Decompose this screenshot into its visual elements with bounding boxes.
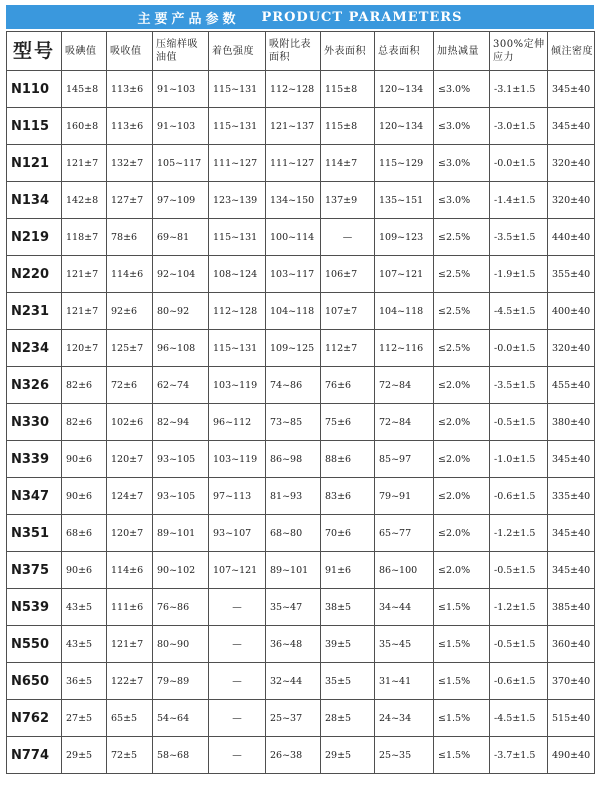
title-chinese: 主要产品参数	[137, 11, 240, 27]
iodine-absorption-cell: 118±7	[62, 219, 107, 256]
iodine-absorption-cell: 90±6	[62, 478, 107, 515]
table-row	[7, 219, 595, 256]
modulus-300-cell: -3.5±1.5	[490, 367, 548, 404]
compressed-dbp-cell: 79~89	[153, 663, 209, 700]
heating-loss-cell: ≤3.0%	[434, 145, 490, 182]
tint-strength-cell: 115~131	[209, 219, 266, 256]
external-surface-area-cell: 106±7	[321, 256, 375, 293]
table-row	[7, 478, 595, 515]
pour-density-cell: 345±40	[548, 108, 595, 145]
compressed-dbp-cell: 91~103	[153, 108, 209, 145]
external-surface-area-cell: 91±6	[321, 552, 375, 589]
dbp-absorption-cell: 127±7	[107, 182, 153, 219]
heating-loss-cell: ≤3.0%	[434, 108, 490, 145]
header-external-surface-area: 外表面积	[321, 32, 375, 71]
table-row	[7, 441, 595, 478]
external-surface-area-cell: —	[321, 219, 375, 256]
model-cell: N550	[7, 626, 62, 663]
tint-strength-cell: 115~131	[209, 330, 266, 367]
model-cell: N326	[7, 367, 62, 404]
header-pour-density: 倾注密度	[548, 32, 595, 71]
compressed-dbp-cell: 97~109	[153, 182, 209, 219]
nitrogen-surface-area-cell: 36~48	[266, 626, 321, 663]
external-surface-area-cell: 112±7	[321, 330, 375, 367]
modulus-300-cell: -0.0±1.5	[490, 330, 548, 367]
total-surface-area-cell: 86~100	[375, 552, 434, 589]
table-row	[7, 663, 595, 700]
pour-density-cell: 360±40	[548, 626, 595, 663]
dbp-absorption-cell: 65±5	[107, 700, 153, 737]
compressed-dbp-cell: 62~74	[153, 367, 209, 404]
tint-strength-cell: 97~113	[209, 478, 266, 515]
compressed-dbp-cell: 93~105	[153, 478, 209, 515]
tint-strength-cell: 93~107	[209, 515, 266, 552]
dbp-absorption-cell: 72±6	[107, 367, 153, 404]
nitrogen-surface-area-cell: 81~93	[266, 478, 321, 515]
total-surface-area-cell: 79~91	[375, 478, 434, 515]
total-surface-area-cell: 109~123	[375, 219, 434, 256]
parameters-table	[6, 31, 595, 774]
table-row	[7, 404, 595, 441]
heating-loss-cell: ≤2.5%	[434, 256, 490, 293]
dbp-absorption-cell: 78±6	[107, 219, 153, 256]
title-english: PRODUCT PARAMETERS	[261, 9, 463, 25]
modulus-300-cell: -0.5±1.5	[490, 404, 548, 441]
header-nitrogen-surface-area: 吸附比表面积	[266, 32, 321, 71]
heating-loss-cell: ≤2.0%	[434, 515, 490, 552]
model-cell: N347	[7, 478, 62, 515]
table-row	[7, 256, 595, 293]
iodine-absorption-cell: 121±7	[62, 293, 107, 330]
dbp-absorption-cell: 72±5	[107, 737, 153, 774]
pour-density-cell: 355±40	[548, 256, 595, 293]
nitrogen-surface-area-cell: 134~150	[266, 182, 321, 219]
tint-strength-cell: 115~131	[209, 71, 266, 108]
pour-density-cell: 345±40	[548, 552, 595, 589]
heating-loss-cell: ≤1.5%	[434, 626, 490, 663]
nitrogen-surface-area-cell: 25~37	[266, 700, 321, 737]
compressed-dbp-cell: 76~86	[153, 589, 209, 626]
model-cell: N375	[7, 552, 62, 589]
model-cell: N650	[7, 663, 62, 700]
tint-strength-cell: 115~131	[209, 108, 266, 145]
heating-loss-cell: ≤3.0%	[434, 182, 490, 219]
compressed-dbp-cell: 91~103	[153, 71, 209, 108]
nitrogen-surface-area-cell: 109~125	[266, 330, 321, 367]
table-row	[7, 108, 595, 145]
heating-loss-cell: ≤3.0%	[434, 71, 490, 108]
compressed-dbp-cell: 82~94	[153, 404, 209, 441]
tint-strength-cell: 103~119	[209, 367, 266, 404]
modulus-300-cell: -3.0±1.5	[490, 108, 548, 145]
iodine-absorption-cell: 90±6	[62, 552, 107, 589]
compressed-dbp-cell: 54~64	[153, 700, 209, 737]
heating-loss-cell: ≤2.0%	[434, 478, 490, 515]
dbp-absorption-cell: 114±6	[107, 256, 153, 293]
external-surface-area-cell: 115±8	[321, 71, 375, 108]
header-dbp-absorption: 吸收值	[107, 32, 153, 71]
dbp-absorption-cell: 92±6	[107, 293, 153, 330]
external-surface-area-cell: 88±6	[321, 441, 375, 478]
pour-density-cell: 320±40	[548, 145, 595, 182]
header-tint-strength: 着色强度	[209, 32, 266, 71]
external-surface-area-cell: 75±6	[321, 404, 375, 441]
pour-density-cell: 345±40	[548, 441, 595, 478]
table-row	[7, 589, 595, 626]
external-surface-area-cell: 39±5	[321, 626, 375, 663]
modulus-300-cell: -1.2±1.5	[490, 515, 548, 552]
dbp-absorption-cell: 102±6	[107, 404, 153, 441]
external-surface-area-cell: 115±8	[321, 108, 375, 145]
nitrogen-surface-area-cell: 35~47	[266, 589, 321, 626]
total-surface-area-cell: 120~134	[375, 71, 434, 108]
tint-strength-cell: —	[209, 626, 266, 663]
modulus-300-cell: -4.5±1.5	[490, 700, 548, 737]
header-model: 型号	[7, 32, 62, 71]
model-cell: N115	[7, 108, 62, 145]
compressed-dbp-cell: 96~108	[153, 330, 209, 367]
pour-density-cell: 490±40	[548, 737, 595, 774]
table-row	[7, 737, 595, 774]
external-surface-area-cell: 114±7	[321, 145, 375, 182]
total-surface-area-cell: 34~44	[375, 589, 434, 626]
modulus-300-cell: -0.5±1.5	[490, 626, 548, 663]
table-row	[7, 367, 595, 404]
total-surface-area-cell: 25~35	[375, 737, 434, 774]
tint-strength-cell: —	[209, 663, 266, 700]
model-cell: N220	[7, 256, 62, 293]
pour-density-cell: 455±40	[548, 367, 595, 404]
pour-density-cell: 320±40	[548, 330, 595, 367]
nitrogen-surface-area-cell: 104~118	[266, 293, 321, 330]
table-row	[7, 145, 595, 182]
header-compressed-dbp: 压缩样吸油值	[153, 32, 209, 71]
pour-density-cell: 335±40	[548, 478, 595, 515]
iodine-absorption-cell: 82±6	[62, 367, 107, 404]
model-cell: N219	[7, 219, 62, 256]
iodine-absorption-cell: 145±8	[62, 71, 107, 108]
model-cell: N110	[7, 71, 62, 108]
nitrogen-surface-area-cell: 68~80	[266, 515, 321, 552]
pour-density-cell: 370±40	[548, 663, 595, 700]
nitrogen-surface-area-cell: 100~114	[266, 219, 321, 256]
header-iodine-absorption: 吸碘值	[62, 32, 107, 71]
compressed-dbp-cell: 90~102	[153, 552, 209, 589]
model-cell: N134	[7, 182, 62, 219]
model-cell: N774	[7, 737, 62, 774]
external-surface-area-cell: 35±5	[321, 663, 375, 700]
pour-density-cell: 345±40	[548, 515, 595, 552]
dbp-absorption-cell: 122±7	[107, 663, 153, 700]
external-surface-area-cell: 137±9	[321, 182, 375, 219]
total-surface-area-cell: 115~129	[375, 145, 434, 182]
compressed-dbp-cell: 58~68	[153, 737, 209, 774]
heating-loss-cell: ≤1.5%	[434, 589, 490, 626]
compressed-dbp-cell: 92~104	[153, 256, 209, 293]
nitrogen-surface-area-cell: 121~137	[266, 108, 321, 145]
iodine-absorption-cell: 29±5	[62, 737, 107, 774]
total-surface-area-cell: 107~121	[375, 256, 434, 293]
tint-strength-cell: —	[209, 700, 266, 737]
modulus-300-cell: -0.0±1.5	[490, 145, 548, 182]
model-cell: N762	[7, 700, 62, 737]
pour-density-cell: 345±40	[548, 71, 595, 108]
iodine-absorption-cell: 27±5	[62, 700, 107, 737]
table-row	[7, 182, 595, 219]
pour-density-cell: 515±40	[548, 700, 595, 737]
dbp-absorption-cell: 120±7	[107, 515, 153, 552]
dbp-absorption-cell: 132±7	[107, 145, 153, 182]
total-surface-area-cell: 120~134	[375, 108, 434, 145]
external-surface-area-cell: 76±6	[321, 367, 375, 404]
table-row	[7, 71, 595, 108]
pour-density-cell: 400±40	[548, 293, 595, 330]
table-row	[7, 626, 595, 663]
dbp-absorption-cell: 120±7	[107, 441, 153, 478]
dbp-absorption-cell: 111±6	[107, 589, 153, 626]
total-surface-area-cell: 135~151	[375, 182, 434, 219]
iodine-absorption-cell: 90±6	[62, 441, 107, 478]
external-surface-area-cell: 107±7	[321, 293, 375, 330]
pour-density-cell: 385±40	[548, 589, 595, 626]
external-surface-area-cell: 29±5	[321, 737, 375, 774]
compressed-dbp-cell: 80~90	[153, 626, 209, 663]
heating-loss-cell: ≤2.5%	[434, 293, 490, 330]
modulus-300-cell: -0.6±1.5	[490, 478, 548, 515]
dbp-absorption-cell: 124±7	[107, 478, 153, 515]
modulus-300-cell: -3.7±1.5	[490, 737, 548, 774]
compressed-dbp-cell: 69~81	[153, 219, 209, 256]
table-body	[7, 71, 595, 774]
compressed-dbp-cell: 93~105	[153, 441, 209, 478]
iodine-absorption-cell: 68±6	[62, 515, 107, 552]
tint-strength-cell: 103~119	[209, 441, 266, 478]
table-row	[7, 515, 595, 552]
heating-loss-cell: ≤2.5%	[434, 219, 490, 256]
tint-strength-cell: —	[209, 737, 266, 774]
iodine-absorption-cell: 43±5	[62, 626, 107, 663]
heating-loss-cell: ≤2.5%	[434, 330, 490, 367]
heating-loss-cell: ≤2.0%	[434, 552, 490, 589]
modulus-300-cell: -0.6±1.5	[490, 663, 548, 700]
nitrogen-surface-area-cell: 89~101	[266, 552, 321, 589]
model-cell: N339	[7, 441, 62, 478]
dbp-absorption-cell: 125±7	[107, 330, 153, 367]
heating-loss-cell: ≤1.5%	[434, 700, 490, 737]
header-row	[7, 32, 595, 71]
iodine-absorption-cell: 120±7	[62, 330, 107, 367]
compressed-dbp-cell: 89~101	[153, 515, 209, 552]
model-cell: N330	[7, 404, 62, 441]
modulus-300-cell: -3.5±1.5	[490, 219, 548, 256]
compressed-dbp-cell: 105~117	[153, 145, 209, 182]
table-row	[7, 293, 595, 330]
external-surface-area-cell: 83±6	[321, 478, 375, 515]
external-surface-area-cell: 28±5	[321, 700, 375, 737]
total-surface-area-cell: 72~84	[375, 367, 434, 404]
pour-density-cell: 380±40	[548, 404, 595, 441]
tint-strength-cell: 107~121	[209, 552, 266, 589]
total-surface-area-cell: 31~41	[375, 663, 434, 700]
iodine-absorption-cell: 121±7	[62, 145, 107, 182]
title-banner	[6, 5, 594, 29]
heating-loss-cell: ≤2.0%	[434, 367, 490, 404]
nitrogen-surface-area-cell: 74~86	[266, 367, 321, 404]
header-modulus-300: 300%定伸应力	[490, 32, 548, 71]
nitrogen-surface-area-cell: 103~117	[266, 256, 321, 293]
header-heating-loss: 加热减量	[434, 32, 490, 71]
pour-density-cell: 440±40	[548, 219, 595, 256]
external-surface-area-cell: 70±6	[321, 515, 375, 552]
total-surface-area-cell: 24~34	[375, 700, 434, 737]
model-cell: N539	[7, 589, 62, 626]
modulus-300-cell: -0.5±1.5	[490, 552, 548, 589]
table-row	[7, 330, 595, 367]
total-surface-area-cell: 85~97	[375, 441, 434, 478]
nitrogen-surface-area-cell: 112~128	[266, 71, 321, 108]
external-surface-area-cell: 38±5	[321, 589, 375, 626]
dbp-absorption-cell: 113±6	[107, 108, 153, 145]
model-cell: N231	[7, 293, 62, 330]
table-row	[7, 700, 595, 737]
header-total-surface-area: 总表面积	[375, 32, 434, 71]
nitrogen-surface-area-cell: 32~44	[266, 663, 321, 700]
total-surface-area-cell: 35~45	[375, 626, 434, 663]
dbp-absorption-cell: 114±6	[107, 552, 153, 589]
iodine-absorption-cell: 82±6	[62, 404, 107, 441]
model-cell: N121	[7, 145, 62, 182]
iodine-absorption-cell: 121±7	[62, 256, 107, 293]
modulus-300-cell: -1.2±1.5	[490, 589, 548, 626]
model-cell: N351	[7, 515, 62, 552]
nitrogen-surface-area-cell: 26~38	[266, 737, 321, 774]
modulus-300-cell: -1.0±1.5	[490, 441, 548, 478]
heating-loss-cell: ≤2.0%	[434, 404, 490, 441]
modulus-300-cell: -1.4±1.5	[490, 182, 548, 219]
modulus-300-cell: -1.9±1.5	[490, 256, 548, 293]
iodine-absorption-cell: 43±5	[62, 589, 107, 626]
tint-strength-cell: —	[209, 589, 266, 626]
heating-loss-cell: ≤1.5%	[434, 737, 490, 774]
table-row	[7, 552, 595, 589]
model-cell: N234	[7, 330, 62, 367]
modulus-300-cell: -4.5±1.5	[490, 293, 548, 330]
pour-density-cell: 320±40	[548, 182, 595, 219]
total-surface-area-cell: 65~77	[375, 515, 434, 552]
total-surface-area-cell: 112~116	[375, 330, 434, 367]
heating-loss-cell: ≤1.5%	[434, 663, 490, 700]
iodine-absorption-cell: 36±5	[62, 663, 107, 700]
nitrogen-surface-area-cell: 86~98	[266, 441, 321, 478]
tint-strength-cell: 112~128	[209, 293, 266, 330]
nitrogen-surface-area-cell: 111~127	[266, 145, 321, 182]
iodine-absorption-cell: 142±8	[62, 182, 107, 219]
total-surface-area-cell: 72~84	[375, 404, 434, 441]
iodine-absorption-cell: 160±8	[62, 108, 107, 145]
tint-strength-cell: 96~112	[209, 404, 266, 441]
tint-strength-cell: 111~127	[209, 145, 266, 182]
nitrogen-surface-area-cell: 73~85	[266, 404, 321, 441]
total-surface-area-cell: 104~118	[375, 293, 434, 330]
heating-loss-cell: ≤2.0%	[434, 441, 490, 478]
dbp-absorption-cell: 121±7	[107, 626, 153, 663]
tint-strength-cell: 123~139	[209, 182, 266, 219]
tint-strength-cell: 108~124	[209, 256, 266, 293]
modulus-300-cell: -3.1±1.5	[490, 71, 548, 108]
dbp-absorption-cell: 113±6	[107, 71, 153, 108]
compressed-dbp-cell: 80~92	[153, 293, 209, 330]
